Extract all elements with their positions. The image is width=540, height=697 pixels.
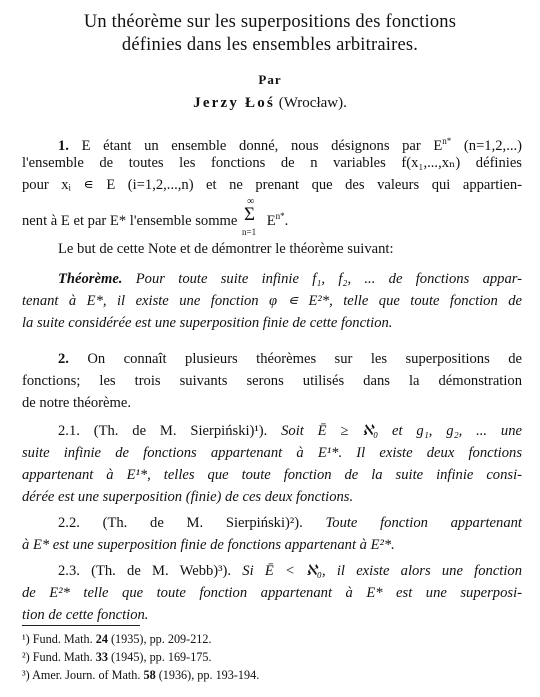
- text: Fund. Math.: [29, 632, 96, 646]
- text: Pour toute suite infinie f₁, f₂, ... de fonctions appar-: [122, 271, 522, 287]
- volume: 33: [95, 650, 108, 664]
- s1-line-4: [22, 196, 522, 237]
- superscript: n*: [275, 211, 285, 222]
- sum-upper: ∞: [247, 196, 255, 207]
- s21-line-1: [58, 422, 522, 440]
- title-line-2: définies dans les ensembles arbitraires.: [121, 35, 419, 55]
- text: .: [284, 213, 289, 229]
- statement-label: 2.1. (Th. de M. Sierpiński)¹).: [58, 423, 268, 439]
- sum-lower: n=1: [242, 227, 257, 237]
- volume: 24: [95, 632, 108, 646]
- s1-line-5: Le but de cette Note et de démontrer le théorème suivant:: [58, 241, 394, 257]
- text: nent à E et par E* l'ensemble somme: [22, 213, 242, 229]
- s21-line-4: dérée est une superposition (finie) de ces deux fonctions.: [22, 489, 354, 505]
- text: E étant un ensemble donné, nous désignons par E: [68, 137, 443, 154]
- text: Soit Ē ≥ ℵ₀ et g₁, g₂, ... une: [267, 423, 522, 439]
- s2-line-1: [58, 350, 522, 368]
- footnote-mark: ²): [22, 650, 30, 664]
- title-line-1: Un théorème sur les superpositions des fonctions: [83, 12, 457, 32]
- text: Fund. Math.: [29, 650, 96, 664]
- s23-line-1: [58, 562, 522, 580]
- section-number: 1.: [58, 137, 69, 154]
- footnote-3: [22, 668, 259, 683]
- sum-sign: Σ: [244, 204, 256, 225]
- footnote-mark: ³): [22, 668, 30, 682]
- text: E: [263, 213, 276, 229]
- theorem-label: Théorème.: [58, 271, 123, 287]
- s21-line-2: suite infinie de fonctions appartenant à E¹*. Il existe deux fonctions: [22, 445, 522, 461]
- s22-line-1: [58, 514, 522, 532]
- s21-line-3: appartenant à E¹*, telles que toute fonction de la suite infinie consi-: [22, 467, 522, 483]
- s1-line-1: [58, 132, 522, 155]
- s2-line-2: fonctions; les trois suivants serons utilisés dans la démonstration: [22, 373, 522, 389]
- footnote-2: [22, 650, 212, 665]
- byline-par: Par: [258, 72, 282, 87]
- text: On connaît plusieurs théorèmes sur les superpositions de: [68, 351, 522, 367]
- footnote-rule: [22, 625, 140, 626]
- superscript: n*: [442, 136, 452, 146]
- s2-line-3: de notre théorème.: [22, 395, 131, 411]
- author-name: Jerzy Łoś: [193, 95, 275, 111]
- footnote-mark: ¹): [22, 632, 30, 646]
- s1-line-2: l'ensemble de toutes les fonctions de n variables f(x₁,...,xₙ) définies: [22, 155, 522, 171]
- theorem-line-1: [58, 270, 522, 288]
- theorem-line-2: tenant à E*, il existe une fonction φ ∊ E²*, telle que toute fonction de: [22, 293, 522, 309]
- text: (1945), pp. 169-175.: [107, 650, 212, 664]
- text: (1936), pp. 193-194.: [155, 668, 260, 682]
- text: Toute fonction appartenant: [302, 515, 522, 531]
- section-number: 2.: [58, 351, 69, 367]
- s22-line-2: à E* est une superposition finie de fonctions appartenant à E²*.: [22, 537, 395, 553]
- statement-label: 2.2. (Th. de M. Sierpiński)²).: [58, 515, 303, 531]
- volume: 58: [143, 668, 156, 682]
- footnote-1: [22, 632, 212, 647]
- sum-operator: [241, 196, 263, 237]
- s23-line-2: de E²* telle que toute fonction appartenant à E* est une superposi-: [22, 585, 522, 601]
- text: (n=1,2,...): [451, 137, 522, 154]
- text: Amer. Journ. of Math.: [29, 668, 144, 682]
- text: (1935), pp. 209-212.: [107, 632, 212, 646]
- s23-line-3: tion de cette fonction.: [22, 607, 149, 623]
- s1-line-3: pour xᵢ ∊ E (i=1,2,...,n) et ne prenant que des valeurs qui appartien-: [22, 177, 522, 193]
- text: Si Ē < ℵ₀, il existe alors une fonction: [231, 563, 522, 579]
- author-affiliation: (Wrocław).: [278, 95, 347, 111]
- statement-label: 2.3. (Th. de M. Webb)³).: [58, 563, 232, 579]
- author-line: [0, 95, 540, 112]
- theorem-line-3: la suite considérée est une superposition finie de cette fonction.: [22, 315, 393, 331]
